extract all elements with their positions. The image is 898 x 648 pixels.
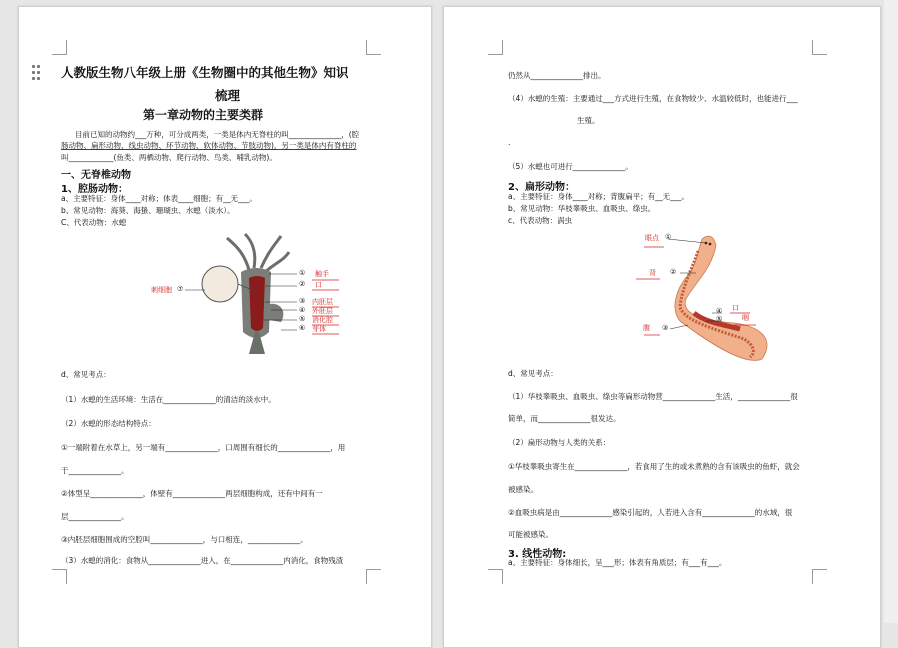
body-line: ①一端附着在水草上，另一端有______________，口周围有细长的______________，用: [61, 443, 346, 452]
planaria-num: ⑤: [716, 315, 723, 323]
body-line: .: [508, 138, 511, 147]
feature-line: a、主要特征：身体细长，呈___形；体表有角质层；有___有___。: [508, 558, 727, 567]
body-line: （3）水螅的消化：食物从______________进入，在______________内消化，食物残渣: [61, 556, 344, 565]
hydra-label: 芽体: [312, 325, 326, 333]
feature-line: c、代表动物：涡虫: [508, 216, 573, 225]
feature-line: b、常见动物：海葵、海蛰、珊瑚虫、水螅（淡水）。: [61, 206, 235, 215]
planaria-label: 腹: [643, 324, 650, 332]
crop-mark: [366, 40, 381, 55]
planaria-num: ②: [670, 268, 677, 276]
feature-line: a、主要特征：身体____对称；体表____细胞；有__无___。: [61, 194, 257, 203]
planaria-diagram: [444, 229, 880, 369]
hydra-label: 消化腔: [312, 316, 333, 324]
crop-mark: [488, 40, 503, 55]
intro-line: 肠动物、扁形动物、线虫动物、环节动物、软体动物、节肢动物)，另一类是体内有脊柱的: [61, 141, 357, 150]
feature-line: C、代表动物：水螅: [61, 218, 127, 227]
body-line: （1）华枝睾吸虫、血吸虫、绦虫等扁形动物营______________生活，______________很: [508, 392, 798, 401]
body-line: 层______________。: [61, 512, 129, 521]
doc-title-cont: 梳理: [215, 88, 241, 103]
planaria-label: 背: [649, 269, 656, 277]
hydra-label: 触手: [315, 270, 329, 278]
hydra-num: ①: [299, 269, 306, 277]
chapter-heading: 第一章动物的主要类群: [143, 108, 264, 122]
feature-line: b、常见动物：华枝睾吸虫、血吸虫、绦虫。: [508, 204, 656, 213]
drag-handle-icon[interactable]: [32, 65, 42, 81]
body-line: （4）水螅的生殖：主要通过___方式进行生殖，在食物较少、水温较低时，也能进行___: [508, 94, 798, 103]
subsection-heading: 2、扁形动物：: [508, 182, 575, 193]
planaria-num: ③: [662, 324, 669, 332]
intro-line: 目前已知的动物约___万种，可分成两类，一类是体内无脊柱的叫______________，(腔: [75, 130, 360, 139]
hydra-diagram: [19, 232, 431, 362]
body-line: 可能被感染。: [508, 530, 553, 539]
crop-mark: [812, 40, 827, 55]
hydra-label: 外胚层: [312, 307, 333, 315]
section-heading: 一、无脊椎动物: [61, 170, 131, 181]
body-line: 仍然从______________排出。: [508, 71, 606, 80]
body-line: （1）水螅的生活环境：生活在______________的清洁的淡水中。: [61, 395, 276, 404]
subsection-heading: 3. 线性动物:: [508, 549, 567, 560]
crop-mark: [52, 40, 67, 55]
body-line: 被感染。: [508, 485, 538, 494]
hydra-num: ⑦: [177, 285, 184, 293]
body-line: 于______________。: [61, 466, 129, 475]
body-line: ③内胚层细胞围成的空腔叫______________，与口相连，______________。: [61, 535, 308, 544]
vertical-scrollbar[interactable]: [884, 0, 898, 623]
intro-line: 叫____________(鱼类、两栖动物、爬行动物、鸟类、哺乳动物)。: [61, 153, 277, 162]
doc-title: 人教版生物八年级上册《生物圈中的其他生物》知识: [61, 65, 349, 80]
hydra-label: 口: [315, 281, 322, 289]
crop-mark: [366, 569, 381, 584]
body-line: ②血吸虫病是由______________感染引起的，人若进入含有______________的水域，很: [508, 508, 793, 517]
body-line: （5）水螅也可进行______________。: [508, 162, 633, 171]
hydra-num: ⑤: [299, 315, 306, 323]
planaria-label: 口: [732, 304, 739, 312]
body-line: ①华枝睾吸虫寄生在______________，若食用了生的或未煮熟的含有该吸虫的鱼虾，就会: [508, 462, 800, 471]
hydra-num: ③: [299, 297, 306, 305]
feature-line: a、主要特征：身体____对称；背腹扁平；有__无___。: [508, 192, 689, 201]
hydra-num: ②: [299, 280, 306, 288]
body-line: （2）水螅的形态结构特点：: [61, 419, 156, 428]
subsection-heading: 1、腔肠动物：: [61, 184, 128, 195]
body-line: 生殖。: [577, 116, 600, 125]
body-line: （2）扁形动物与人类的关系：: [508, 438, 611, 447]
planaria-num: ①: [665, 233, 672, 241]
document-page-2: [443, 6, 881, 648]
body-line: 简单，而______________很发达。: [508, 414, 621, 423]
document-page-1: [18, 6, 432, 648]
hydra-label: 刺细胞: [151, 286, 172, 294]
planaria-label: 眼点: [645, 234, 659, 242]
hydra-num: ⑥: [299, 324, 306, 332]
body-line: ②体型呈______________，体壁有______________两层细胞构成，还有中间有一: [61, 489, 323, 498]
planaria-num: ④: [716, 307, 723, 315]
planaria-label: 咽: [742, 314, 749, 322]
crop-mark: [52, 569, 67, 584]
crop-mark: [488, 569, 503, 584]
crop-mark: [812, 569, 827, 584]
hydra-num: ④: [299, 306, 306, 314]
body-line: d、常见考点：: [61, 370, 111, 379]
body-line: d、常见考点：: [508, 369, 558, 378]
hydra-label: 内胚层: [312, 298, 333, 306]
